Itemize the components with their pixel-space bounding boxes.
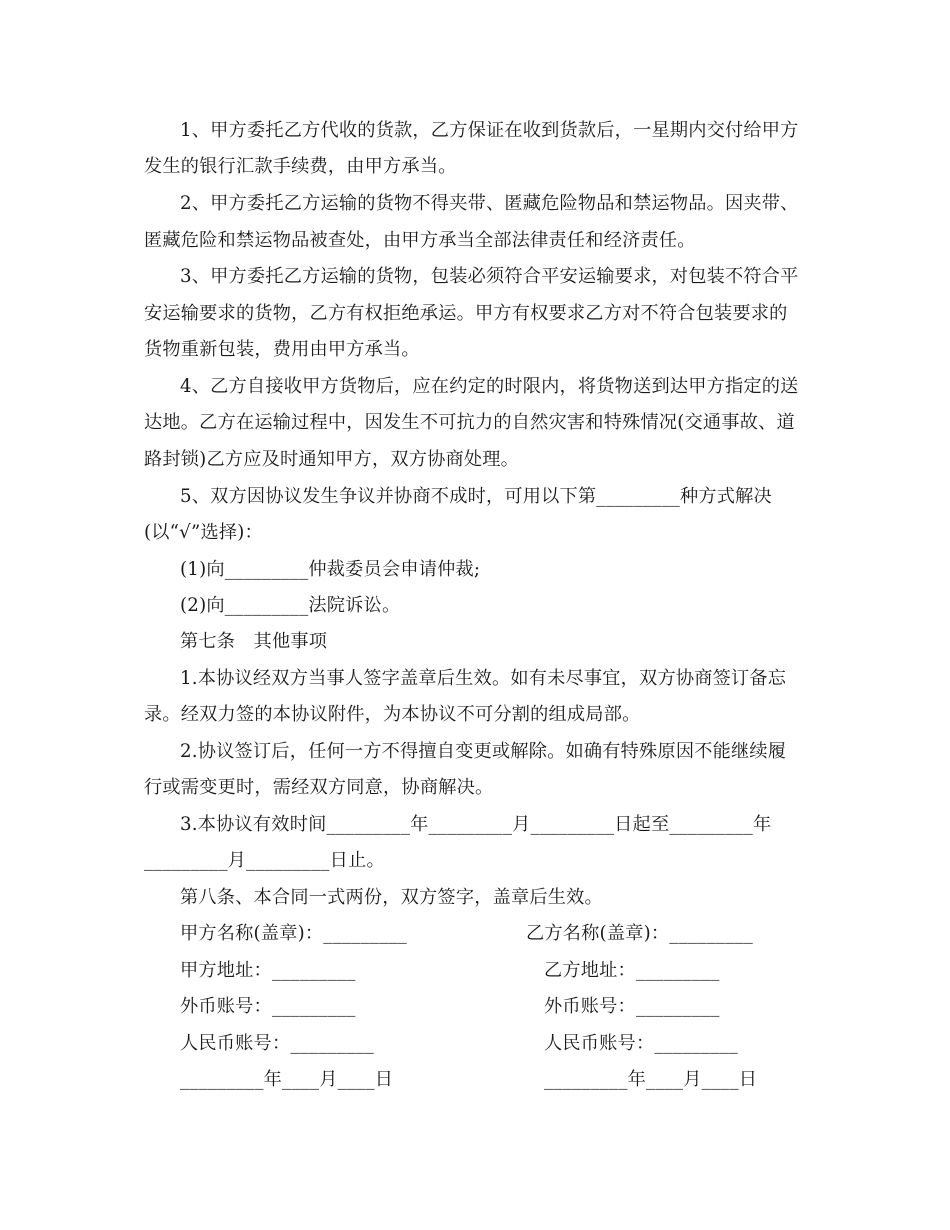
article-7-item-1-line-2: 录。经双力签的本协议附件，为本协议不可分割的组成局部。: [144, 704, 641, 725]
clause-1-line-2: 发生的银行汇款手续费，由甲方承当。: [144, 156, 457, 177]
party-a-rmb-account: 人民币账号：_________: [180, 1033, 374, 1054]
clause-4-line-2: 达地。乙方在运输过程中，因发生不可抗力的自然灾害和特殊情况(交通事故、道: [144, 412, 795, 433]
clause-4-line-1: 4、乙方自接收甲方货物后，应在约定的时限内，将货物送到达甲方指定的送: [180, 376, 799, 397]
clause-2-line-2: 匿藏危险和禁运物品被查处，由甲方承当全部法律责任和经济责任。: [144, 230, 696, 251]
clause-5-line-2: (以“√”选择)：: [144, 522, 263, 543]
article-7-item-2-line-1: 2.协议签订后，任何一方不得擅自变更或解除。如确有特殊原因不能继续履: [180, 741, 787, 762]
party-a-name: 甲方名称(盖章)：_________: [180, 923, 407, 944]
party-a-date: _________年____月____日: [180, 1069, 394, 1090]
article-7-item-3-line-2: _________月_________日止。: [144, 850, 385, 871]
clause-1-line-1: 1、甲方委托乙方代收的货款，乙方保证在收到货款后，一星期内交付给甲方: [180, 120, 799, 141]
party-b-date: _________年____月____日: [544, 1069, 758, 1090]
party-a-fx-account: 外币账号：_________: [180, 996, 356, 1017]
party-a-address: 甲方地址：_________: [180, 960, 356, 981]
clause-4-line-3: 路封锁)乙方应及时通知甲方，双方协商处理。: [144, 449, 520, 470]
article-7-item-3-line-1: 3.本协议有效时间_________年_________月_________日起至_________年: [180, 814, 772, 835]
clause-5-option-1: (1)向_________仲裁委员会申请仲裁;: [180, 559, 481, 580]
party-b-address: 乙方地址：_________: [544, 960, 720, 981]
clause-3-line-3: 货物重新包装，费用由甲方承当。: [144, 339, 420, 360]
party-b-name: 乙方名称(盖章)：_________: [526, 923, 753, 944]
party-b-rmb-account: 人民币账号：_________: [544, 1033, 738, 1054]
clause-3-line-2: 安运输要求的货物，乙方有权拒绝承运。甲方有权要求乙方对不符合包装要求的: [144, 303, 788, 324]
article-8-text: 第八条、本合同一式两份，双方签字，盖章后生效。: [180, 887, 603, 908]
article-7-item-2-line-2: 行或需变更时，需经双方同意，协商解决。: [144, 777, 494, 798]
article-7-item-1-line-1: 1.本协议经双方当事人签字盖章后生效。如有未尽事宜，双方协商签订备忘: [180, 668, 787, 689]
party-b-fx-account: 外币账号：_________: [544, 996, 720, 1017]
clause-5-line-1: 5、双方因协议发生争议并协商不成时，可用以下第_________种方式解决: [180, 486, 772, 507]
clause-5-option-2: (2)向_________法院诉讼。: [180, 595, 401, 616]
clause-3-line-1: 3、甲方委托乙方运输的货物，包装必须符合平安运输要求，对包装不符合平: [180, 266, 799, 287]
clause-2-line-1: 2、甲方委托乙方运输的货物不得夹带、匿藏危险物品和禁运物品。因夹带、: [180, 193, 799, 214]
article-7-title: 第七条 其他事项: [180, 631, 328, 652]
